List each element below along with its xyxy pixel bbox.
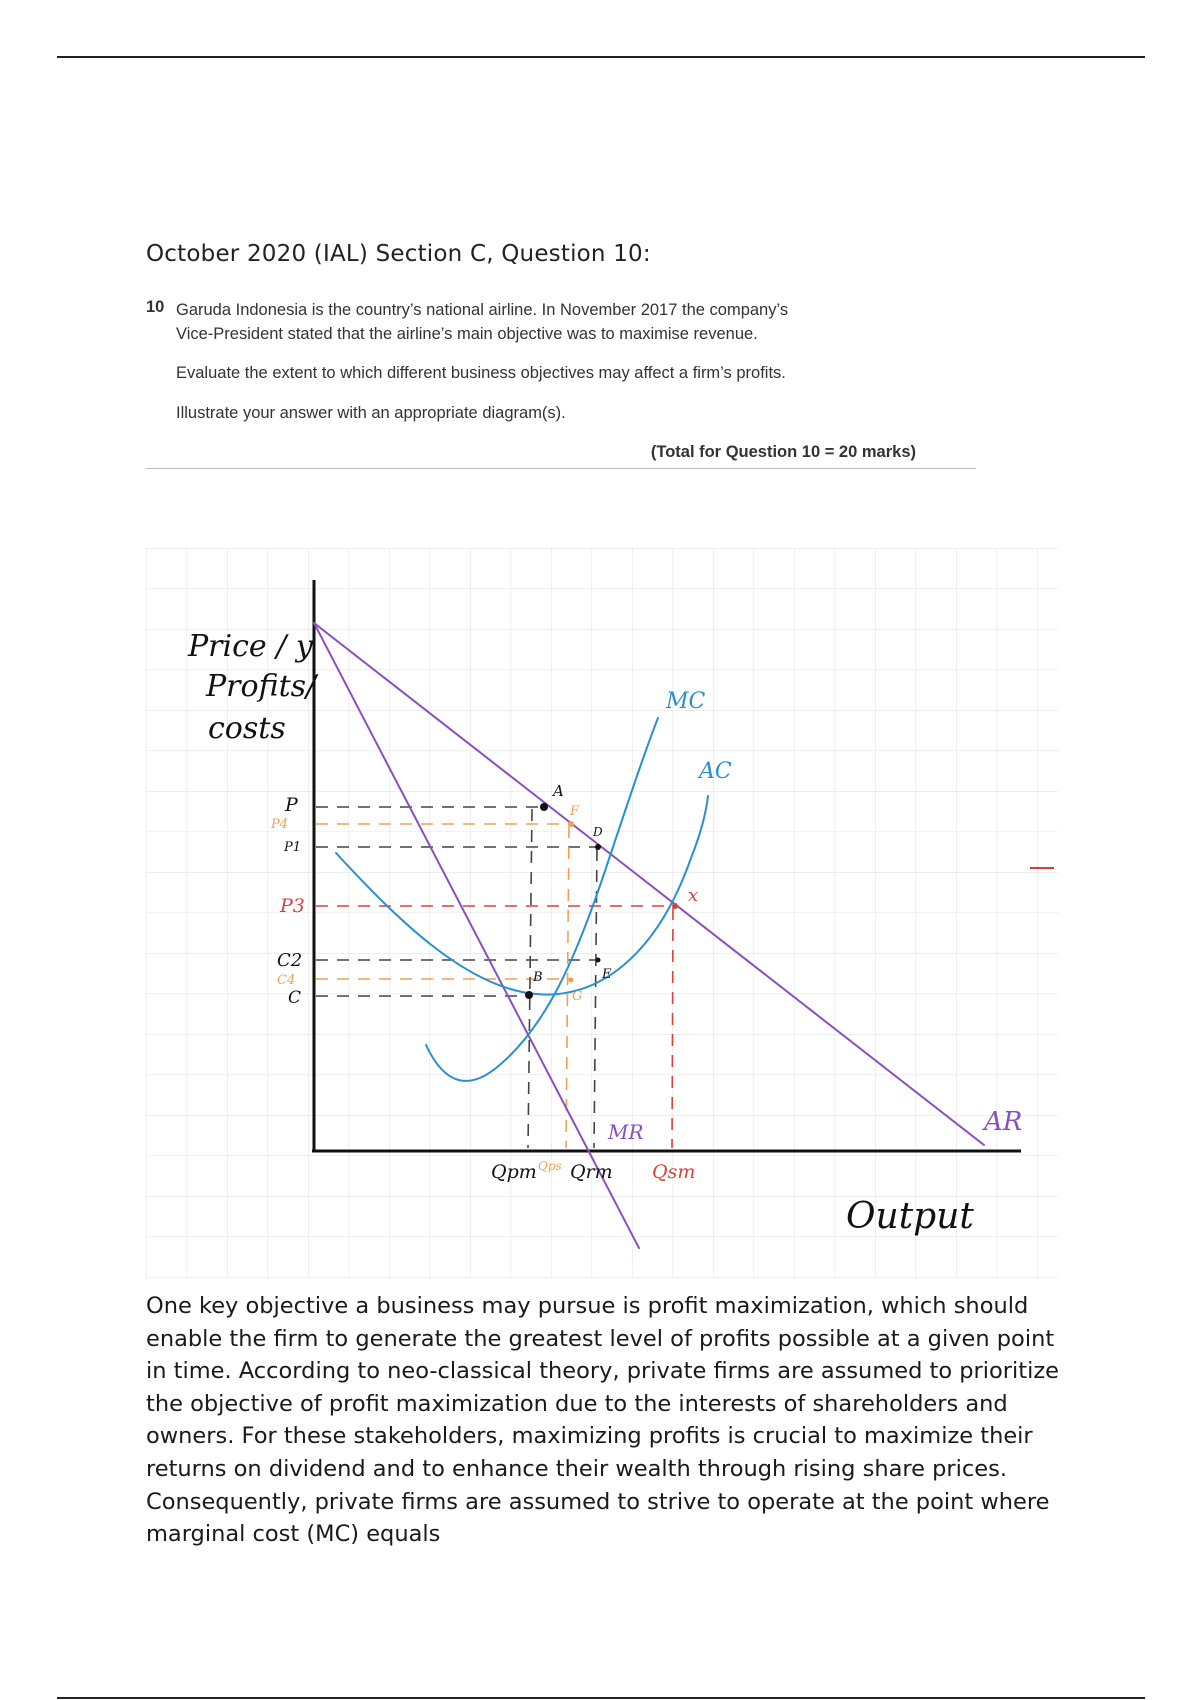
price-label-c2: C2 [277, 950, 303, 971]
y-axis-label-2: Profits/ [206, 669, 317, 704]
point-a-dot [540, 803, 548, 811]
point-label-x: x [688, 885, 699, 906]
quantity-label-qrm: Qrm [570, 1161, 613, 1183]
price-label-p: P [285, 794, 298, 816]
body-paragraph: One key objective a business may pursue is profit maximization, which should enable the firm to generate the greatest level of profits possible at a given point in time. According to neo-classical theory, private firms are assumed to prioritize the objective of profit maximization due to the interests of shareholders and owners. For these stakeholders, maximizing profits is crucial to maximize their returns on dividend and to enhance their wealth through rising share prices. Consequently, private firms are assumed to strive to operate at the point where marginal cost (MC) equals [146, 1293, 1060, 1548]
quantity-label-qsm: Qsm [652, 1161, 696, 1183]
ac-label: AC [699, 759, 732, 784]
question-illustrate: Illustrate your answer with an appropriate diagram(s). [176, 404, 566, 422]
point-label-g: G [572, 989, 583, 1004]
question-line-2: Vice-President stated that the airline’s main objective was to maximise revenue. [176, 325, 758, 343]
quantity-label-qps: Qps [538, 1159, 562, 1173]
point-label-a: A [553, 782, 564, 800]
point-d-dot [595, 844, 601, 850]
price-label-c4: C4 [277, 973, 296, 988]
point-f-dot [568, 821, 574, 827]
question-total-marks: (Total for Question 10 = 20 marks) [650, 443, 916, 461]
y-axis-label-1: Price / y [188, 629, 313, 664]
quantity-label-qpm: Qpm [491, 1161, 537, 1183]
cost-revenue-diagram [146, 548, 1058, 1278]
body-text [146, 1290, 1066, 1551]
point-label-d: D [593, 825, 603, 839]
point-label-b: B [533, 970, 543, 985]
price-label-p4: P4 [271, 817, 289, 832]
question-line-1: Garuda Indonesia is the country’s national airline. In November 2017 the company’s [176, 301, 789, 319]
question-number: 10 [146, 298, 165, 316]
point-b-dot [525, 991, 533, 999]
page-heading: October 2020 (IAL) Section C, Question 10: [146, 241, 651, 267]
margin-mark [1030, 867, 1054, 869]
point-x-dot [672, 903, 678, 909]
mc-label: MC [666, 689, 706, 714]
ar-label: AR [984, 1107, 1023, 1137]
top-rule [57, 56, 1145, 58]
point-g-dot [569, 978, 574, 983]
mr-label: MR [608, 1120, 644, 1144]
point-label-f: F [570, 804, 580, 819]
point-label-e: E [602, 967, 612, 982]
price-label-c: C [288, 988, 302, 1008]
x-axis-label: Output [846, 1196, 974, 1237]
question-evaluate: Evaluate the extent to which different business objectives may affect a firm’s profits. [176, 364, 786, 382]
y-axis-label-3: costs [208, 711, 286, 746]
question-underline [146, 468, 976, 469]
bottom-rule [57, 1697, 1145, 1699]
point-e-dot [596, 958, 601, 963]
price-label-p3: P3 [280, 895, 305, 917]
price-label-p1: P1 [284, 840, 302, 855]
